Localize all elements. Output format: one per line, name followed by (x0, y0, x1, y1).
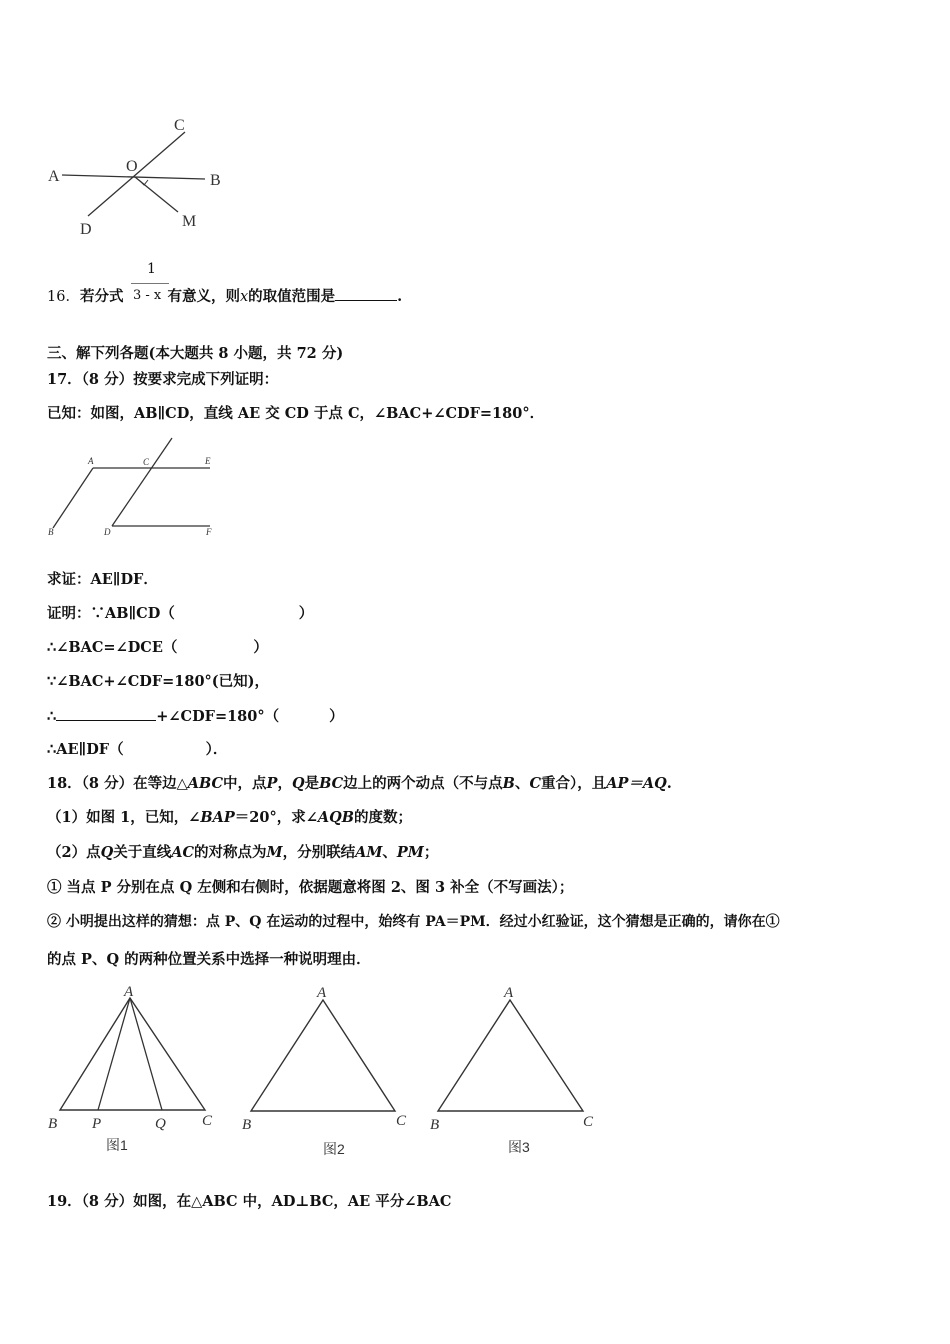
q18-text: 18．（8 分）在等边△ (47, 775, 188, 792)
label-e: E (205, 456, 211, 466)
fig2-label-b: B (242, 1117, 252, 1133)
q18-text: 边上的两个动点（不与点 (343, 775, 503, 792)
angle-figure (40, 110, 240, 245)
q18-text: 关于直线 (113, 844, 172, 861)
q18-text: ，分别联结 (282, 844, 356, 861)
q17-step2-text: ∴∠BAC=∠DCE（ (47, 639, 178, 656)
fig3-label-b: B (430, 1117, 440, 1133)
right-angle-mark (139, 180, 148, 185)
q16-fraction-numerator: 1 (147, 261, 156, 277)
figure-2 (242, 985, 407, 1157)
line-cd (112, 438, 172, 526)
q18-figures (40, 980, 610, 1165)
label-a: A (48, 168, 60, 185)
label-c: C (143, 457, 150, 467)
triangle-abc-3 (438, 1000, 583, 1111)
q18-text: ； (423, 844, 439, 861)
q17-step4-therefore: ∴ (47, 708, 57, 725)
q18-text: 中，点 (223, 775, 267, 792)
q16-number: 16． (47, 289, 80, 305)
q16-prefix: 若分式 (79, 288, 124, 305)
q18-var-b: B (502, 775, 515, 792)
q17-prove: 求证：AE∥DF． (47, 571, 158, 588)
fig1-label-b: B (48, 1116, 58, 1132)
q17-step1-text: 证明：∵AB∥CD（ (47, 605, 175, 622)
q17-step5-close: ）． (205, 741, 228, 758)
fig2-label-a: A (317, 985, 327, 1001)
label-b: B (210, 172, 221, 189)
q16-end: . (397, 288, 403, 305)
q17-step4-text: +∠CDF=180°（ (156, 708, 280, 725)
q18-text: （1）如图 1，已知，∠ (47, 809, 201, 826)
fig2-label-c: C (396, 1113, 407, 1129)
line-ab (53, 468, 93, 528)
fig3-label-a: A (504, 985, 514, 1001)
q18-text: ＝20°，求∠ (234, 809, 318, 826)
q17-step4-close: ） (329, 708, 344, 725)
q16-mid: 有意义，则 (167, 288, 240, 305)
q18-sub1: ① 当点 P 分别在点 Q 左侧和右侧时，依据题意将图 2、图 3 补全（不写画法）； (47, 879, 574, 896)
label-a: A (88, 456, 94, 466)
q18-text: 的对称点为 (194, 844, 267, 861)
q17-figure (44, 434, 224, 544)
fig3-caption: 图3 (508, 1139, 530, 1155)
q18-part1 (47, 808, 412, 828)
fig1-caption: 图1 (106, 1137, 128, 1153)
q18-text: 是 (304, 775, 320, 792)
label-d: D (104, 527, 111, 537)
fig1-label-c: C (202, 1113, 213, 1129)
q18-var-ap-aq: AP＝AQ (606, 775, 667, 792)
q18-sub2-line1: ② 小明提出这样的猜想：点 P、Q 在运动的过程中，始终有 PA＝PM．经过小红验证，这个猜想是正确的，请你在① (47, 914, 780, 930)
triangle-abc-2 (251, 1000, 395, 1111)
q18-line1 (47, 774, 672, 794)
q17-step4-blank[interactable] (56, 706, 156, 721)
q18-text: 重合），且 (540, 775, 607, 792)
q18-text: ， (277, 775, 292, 792)
label-b: B (48, 527, 54, 537)
fig3-label-c: C (583, 1114, 594, 1130)
q18-text: 的度数； (354, 809, 413, 826)
q17-step2 (47, 638, 268, 658)
q18-var-pm: PM (396, 844, 424, 861)
q17-heading: 17．（8 分）按要求完成下列证明： (47, 371, 279, 388)
q16-var: x (239, 289, 249, 305)
q18-var-aqb: AQB (317, 809, 355, 826)
q19-line: 19．（8 分）如图，在△ABC 中，AD⊥BC，AE 平分∠BAC (47, 1193, 452, 1210)
q16-fraction-denominator: 3 - x (133, 288, 162, 303)
q18-var-q: Q (100, 844, 114, 861)
q18-var-p: P (266, 775, 278, 792)
q18-var-ac: AC (171, 844, 195, 861)
section-3-heading: 三、解下列各题(本大题共 8 小题，共 72 分) (47, 345, 344, 362)
label-c: C (174, 117, 185, 134)
q17-step2-close: ） (253, 639, 268, 656)
q16-line (47, 286, 402, 307)
q18-text: 、 (514, 775, 530, 792)
q18-text: . (666, 775, 672, 792)
q17-step1-close: ） (298, 605, 314, 622)
segment-ap (98, 998, 130, 1110)
fig1-label-p: P (92, 1116, 102, 1132)
label-d: D (80, 221, 92, 238)
q18-var-bap: BAP (200, 809, 235, 826)
q18-var-m: M (266, 844, 283, 861)
q17-step4 (47, 706, 344, 727)
figure-3 (430, 985, 594, 1155)
q18-var-am: AM (355, 844, 383, 861)
q18-var-bc: BC (319, 775, 344, 792)
label-o: O (126, 158, 138, 175)
label-m: M (182, 213, 197, 230)
q18-var-c: C (529, 775, 541, 792)
q17-step5 (47, 740, 227, 760)
triangle-abc-1 (60, 998, 205, 1110)
q17-step5-text: ∴AE∥DF（ (47, 741, 124, 758)
q16-fraction-bar (131, 283, 169, 284)
q16-blank[interactable] (335, 286, 397, 301)
q18-part2 (47, 843, 438, 863)
fig1-label-q: Q (155, 1116, 166, 1132)
q18-var-q: Q (291, 775, 305, 792)
q18-var-abc: ABC (187, 775, 224, 792)
fig2-caption: 图2 (323, 1141, 345, 1157)
q18-text: （2）点 (47, 844, 101, 861)
q17-step1 (47, 604, 313, 624)
q18-sub2-line2: 的点 P、Q 的两种位置关系中选择一种说明理由． (47, 951, 371, 968)
segment-aq (130, 998, 162, 1110)
q16-suffix: 的取值范围是 (248, 288, 336, 305)
fig1-label-a: A (124, 984, 134, 1000)
q17-given: 已知：如图，AB∥CD，直线 AE 交 CD 于点 C，∠BAC+∠CDF=180°． (47, 405, 545, 422)
label-f: F (206, 527, 212, 537)
q18-text: 、 (382, 844, 397, 861)
q17-step3: ∵∠BAC+∠CDF=180°(已知)， (47, 673, 270, 690)
figure-1 (48, 984, 213, 1153)
